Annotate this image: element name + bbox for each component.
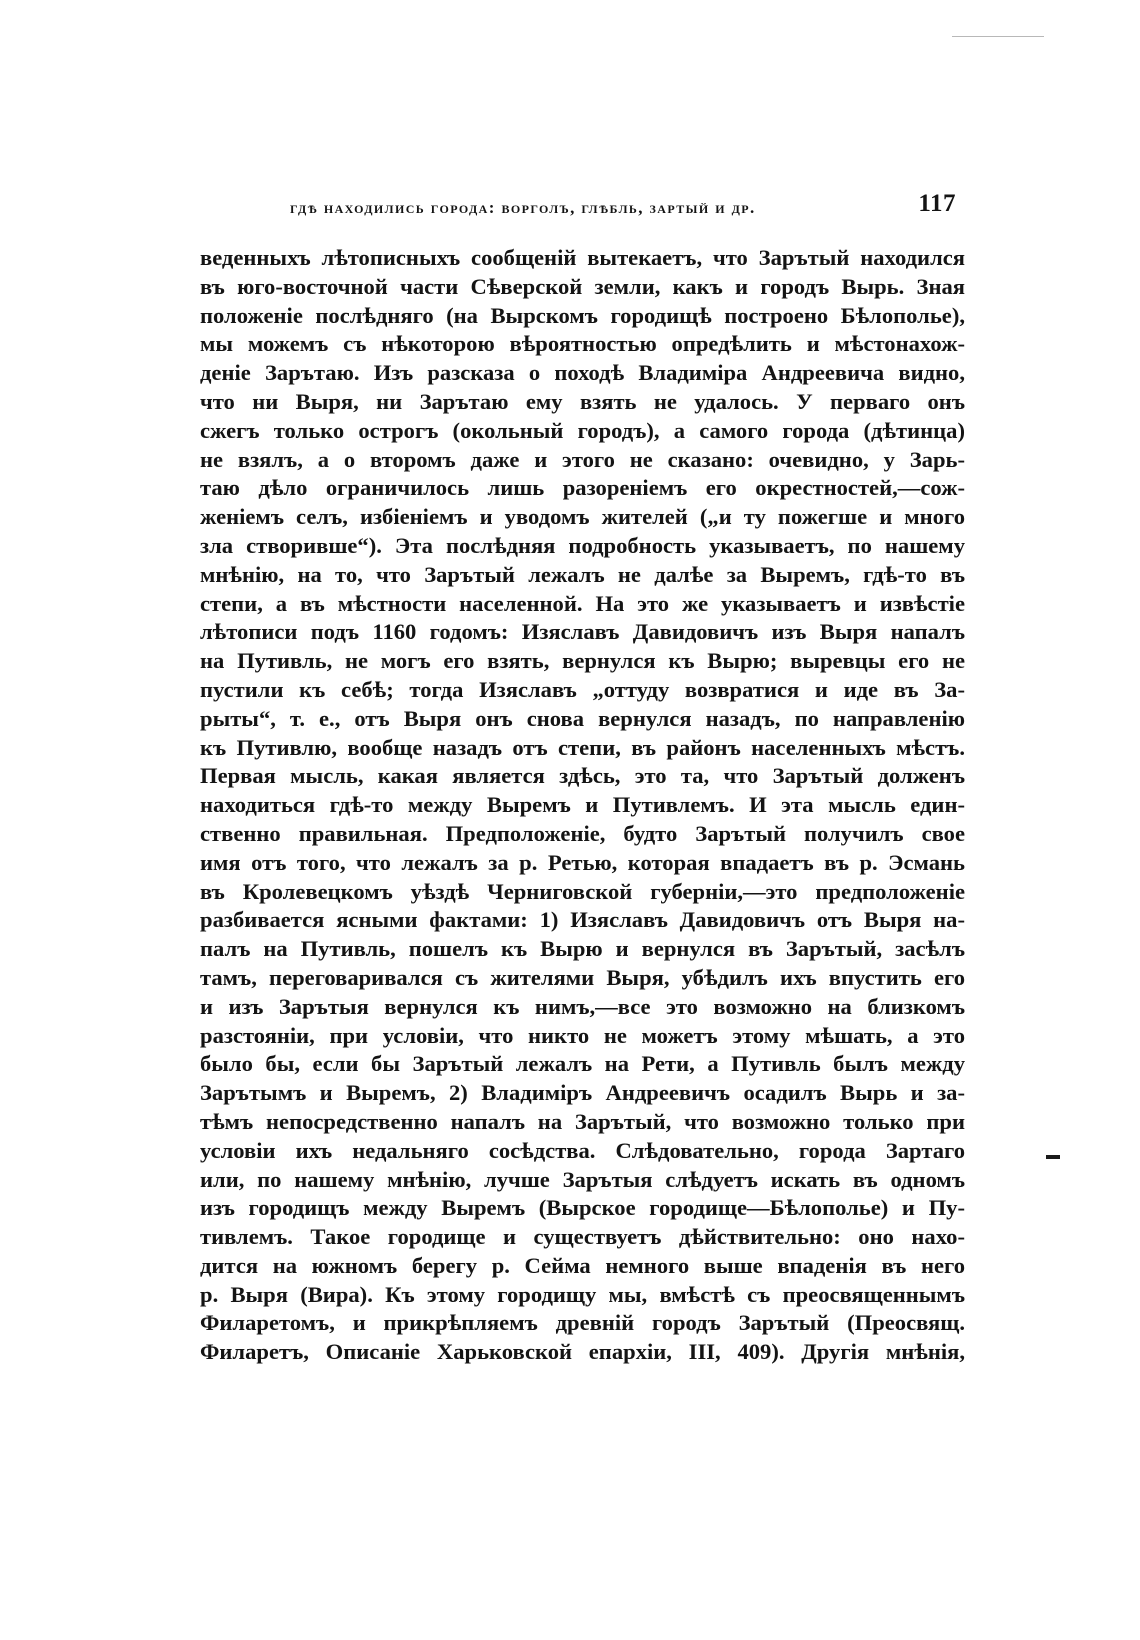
text-line: и изъ Зарътыя вернулся къ нимъ,—все это возможно на близкомъ: [200, 993, 965, 1019]
text-line: тѣмъ непосредственно напалъ на Зарътый, что возможно только при: [200, 1108, 965, 1134]
text-line: Зарътымъ и Выремъ, 2) Владиміръ Андреевичъ осадилъ Вырь и за-: [200, 1080, 965, 1106]
text-line: пустили къ себѣ; тогда Изяславъ „оттуду возвратися и иде въ За-: [200, 676, 965, 702]
scan-artifact-rule: [952, 36, 1044, 37]
text-line: въ юго-восточной части Сѣверской земли, какъ и городъ Вырь. Зная: [200, 273, 965, 299]
page-number: 117: [918, 190, 956, 217]
text-line: таю дѣло ограничилось лишь разореніемъ его окрестностей,—сож-: [200, 475, 965, 501]
text-line: Первая мысль, какая является здѣсь, это та, что Зарътый долженъ: [200, 763, 965, 789]
text-line: палъ на Путивль, пошелъ къ Вырю и вернулся въ Зарътый, засѣлъ: [200, 936, 965, 962]
text-line: къ Путивлю, вообще назадъ отъ степи, въ районъ населенныхъ мѣстъ.: [200, 734, 965, 760]
text-line: условіи ихъ недальняго сосѣдства. Слѣдовательно, города Зартаго: [200, 1137, 965, 1163]
text-line: разбивается ясными фактами: 1) Изяславъ Давидовичъ отъ Выря на-: [200, 907, 965, 933]
text-line: на Путивль, не могъ его взять, вернулся къ Вырю; выревцы его не: [200, 648, 965, 674]
text-line: сжегъ только острогъ (окольный городъ), а самого города (дѣтинца): [200, 417, 965, 443]
text-line: зла створивше“). Эта послѣдняя подробность указываетъ, по нашему: [200, 532, 965, 558]
text-line: мнѣнію, на то, что Зарътый лежалъ не далѣе за Выремъ, гдѣ-то въ: [200, 561, 965, 587]
text-line: Филаретъ, Описаніе Харьковской епархіи, III, 409). Другія мнѣнія,: [200, 1339, 965, 1365]
text-line: находиться гдѣ-то между Выремъ и Путивлемъ. И эта мысль един-: [200, 792, 965, 818]
running-head: гдѣ находились города: ворголъ, глѣбль, зартый и др.: [290, 198, 756, 217]
text-line: лѣтописи подъ 1160 годомъ: Изяславъ Давидовичъ изъ Выря напалъ: [200, 619, 965, 645]
text-line: или, по нашему мнѣнію, лучше Зарътыя слѣдуетъ искать въ одномъ: [200, 1166, 965, 1192]
scan-artifact-dash: [1046, 1155, 1060, 1159]
body-text: [200, 244, 965, 1367]
text-line: тамъ, переговаривался съ жителями Выря, убѣдилъ ихъ впустить его: [200, 964, 965, 990]
page-header: [276, 188, 956, 228]
text-line: дится на южномъ берегу р. Сейма немного выше впаденія въ него: [200, 1252, 965, 1278]
text-line: имя отъ того, что лежалъ за р. Ретью, которая впадаетъ въ р. Эсмань: [200, 849, 965, 875]
text-line: веденныхъ лѣтописныхъ сообщеній вытекаетъ, что Зарътый находился: [200, 245, 965, 270]
text-line: деніе Зарътаю. Изъ разсказа о походѣ Владиміра Андреевича видно,: [200, 360, 965, 386]
text-line: степи, а въ мѣстности населенной. На это же указываетъ и извѣстіе: [200, 590, 965, 616]
text-line: положеніе послѣдняго (на Вырскомъ городищѣ построено Бѣлополье),: [200, 302, 965, 328]
text-line: Филаретомъ, и прикрѣпляемъ древній городъ Зарътый (Преосвящ.: [200, 1310, 965, 1336]
text-line: р. Выря (Вира). Къ этому городищу мы, вмѣстѣ съ преосвященнымъ: [200, 1281, 965, 1307]
text-line: ственно правильная. Предположеніе, будто Зарътый получилъ свое: [200, 820, 965, 846]
text-line: тивлемъ. Такое городище и существуетъ дѣйствительно: оно нахо-: [200, 1224, 965, 1250]
text-line: мы можемъ съ нѣкоторою вѣроятностью опредѣлить и мѣстонахож-: [200, 331, 965, 357]
text-line: женіемъ селъ, избіеніемъ и уводомъ жителей („и ту пожегше и много: [200, 504, 965, 530]
text-line: въ Кролевецкомъ уѣздѣ Черниговской губерніи,—это предположеніе: [200, 878, 965, 904]
text-line: разстояніи, при условіи, что никто не можетъ этому мѣшать, а это: [200, 1022, 965, 1048]
text-line: было бы, если бы Зарътый лежалъ на Рети, а Путивль былъ между: [200, 1051, 965, 1077]
text-line: не взялъ, а о второмъ даже и этого не сказано: очевидно, у Зарь-: [200, 446, 965, 472]
text-line: изъ городищъ между Выремъ (Вырское городище—Бѣлополье) и Пу-: [200, 1195, 965, 1221]
text-line: что ни Выря, ни Зарътаю ему взять не удалось. У перваго онъ: [200, 388, 965, 414]
text-line: рыты“, т. е., отъ Выря онъ снова вернулся назадъ, по направленію: [200, 705, 965, 731]
